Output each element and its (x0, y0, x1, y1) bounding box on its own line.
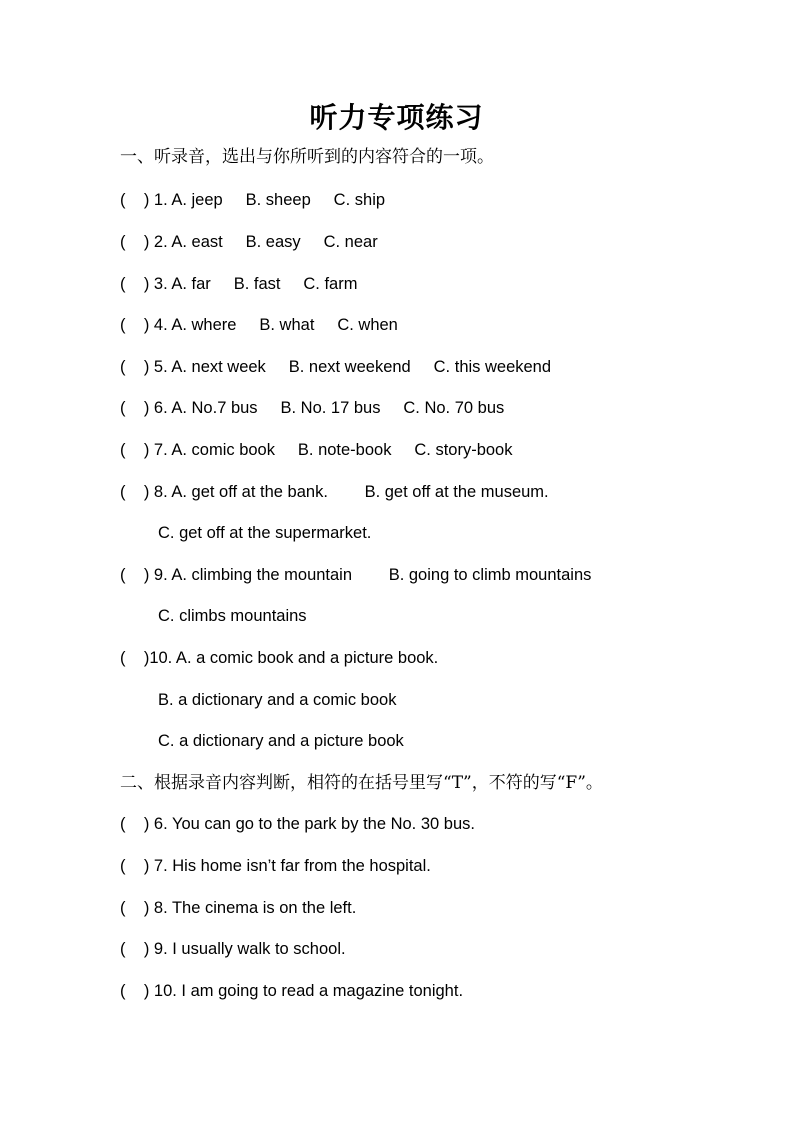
question-10: ( )10. A. a comic book and a picture book. (120, 649, 439, 667)
question-9: ( ) 9. A. climbing the mountain B. going to climb mountains (120, 566, 592, 584)
question-2: ( ) 2. A. east B. easy C. near (120, 233, 378, 251)
page-title: 听力专项练习 (309, 101, 484, 134)
question-10-option-c: C. a dictionary and a picture book (158, 732, 404, 750)
question-10-option-b: B. a dictionary and a comic book (158, 691, 397, 709)
judge-item-8: ( ) 8. The cinema is on the left. (120, 899, 357, 917)
question-5: ( ) 5. A. next week B. next weekend C. this weekend (120, 358, 552, 376)
judge-item-6: ( ) 6. You can go to the park by the No. 30 bus. (120, 815, 475, 833)
question-6: ( ) 6. A. No.7 bus B. No. 17 bus C. No. 70 bus (120, 399, 505, 417)
question-9-option-c: C. climbs mountains (158, 607, 307, 625)
section-2-heading: 二、根据录音内容判断，相符的在括号里写“T”，不符的写“F”。 (120, 773, 603, 793)
judge-item-7: ( ) 7. His home isn’t far from the hospital. (120, 857, 431, 875)
question-7: ( ) 7. A. comic book B. note-book C. story-book (120, 441, 513, 459)
judge-item-9: ( ) 9. I usually walk to school. (120, 940, 346, 958)
question-8-option-c: C. get off at the supermarket. (158, 524, 372, 542)
question-8: ( ) 8. A. get off at the bank. B. get off at the museum. (120, 483, 549, 501)
question-1: ( ) 1. A. jeep B. sheep C. ship (120, 191, 386, 209)
section-1-heading: 一、听录音，选出与你所听到的内容符合的一项。 (120, 147, 494, 167)
question-3: ( ) 3. A. far B. fast C. farm (120, 275, 358, 293)
question-4: ( ) 4. A. where B. what C. when (120, 316, 398, 334)
judge-item-10: ( ) 10. I am going to read a magazine tonight. (120, 982, 464, 1000)
